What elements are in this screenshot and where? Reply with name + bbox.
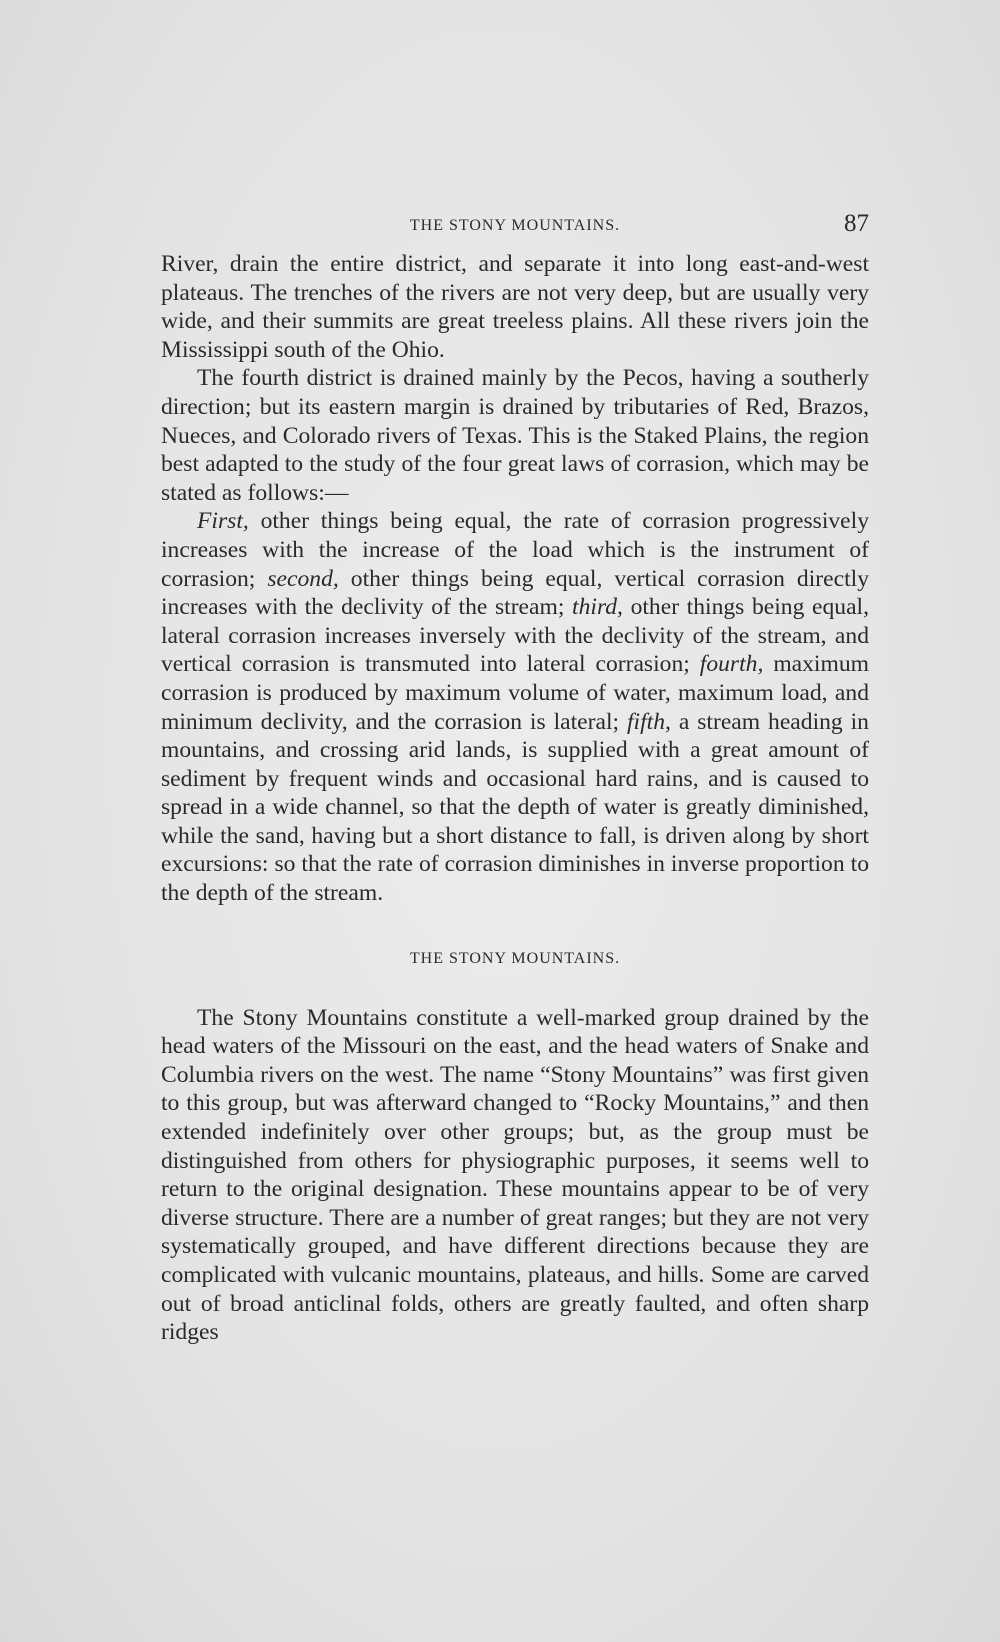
law-second-label: second, [267, 565, 339, 592]
page-number: 87 [844, 210, 869, 237]
law-fourth-text: maximum corrasion is produced by maximum volume of water, maximum load, and minimum declivity, and the corrasion is lateral; [161, 651, 869, 735]
section-heading: THE STONY MOUNTAINS. [409, 949, 621, 967]
law-fifth-text: a stream heading in mountains, and crossing arid lands, is supplied with a great amount of sediment by frequent winds and occasional hard rains, and is caused to spread in a wide channel, so that the depth of water is greatly diminished, while the sand, having but a short distance to fall, is driven along by short excursions: so that the rate of corrasion diminishes in inverse proportion to the depth of the stream. [161, 708, 869, 907]
law-fourth-label: fourth, [699, 651, 764, 678]
law-first-label: First, [197, 508, 249, 535]
law-second-text: other things being equal, vertical corrasion directly increases with the declivity of the stream; [161, 565, 869, 621]
paragraph-fourth-district: The fourth district is drained mainly by the Pecos, having a southerly direction; but its eastern margin is drained by tributaries of Red, Brazos, Nueces, and Colorado rivers of Texas. This is the Staked Plains, the region best adapted to the study of the four great laws of corrasion, which may be stated as follows:— [161, 365, 869, 506]
running-head [161, 210, 869, 250]
law-first-text: other things being equal, the rate of corrasion progressively increases with the increase of the load which is the instrument of corrasion; [161, 508, 869, 592]
paragraph-stony-mountains: The Stony Mountains constitute a well-marked group drained by the head waters of the Missouri on the east, and the head waters of Snake and Columbia rivers on the west. The name “Stony Mountains” was first given to this group, but was afterward changed to “Rocky Mountains,” and then extended indefinitely over other groups; but, as the group must be distinguished from others for physiographic purposes, it seems well to return to the original designation. These mountains appear to be of very diverse structure. There are a number of great ranges; but they are not very systematically grouped, and have different directions because they are complicated with vulcanic mountains, plateaus, and hills. Some are carved out of broad anticlinal folds, others are greatly faulted, and often sharp ridges [161, 1004, 869, 1346]
law-fifth-label: fifth, [627, 708, 671, 735]
paragraph-continuation: River, drain the entire district, and separate it into long east-and-west plateaus. The trenches of the rivers are not very deep, but are usually very wide, and their summits are great treeless plains. All these rivers join the Mississippi south of the Ohio. [161, 251, 869, 363]
running-title: THE STONY MOUNTAINS. [409, 217, 621, 234]
paragraph-laws-of-corrasion [161, 507, 869, 907]
page-content [161, 210, 869, 1347]
law-third-label: third, [572, 594, 623, 621]
law-third-text: other things being equal, lateral corrasion increases inversely with the declivity of the stream, and vertical corrasion is transmuted into lateral corrasion; [161, 594, 869, 678]
